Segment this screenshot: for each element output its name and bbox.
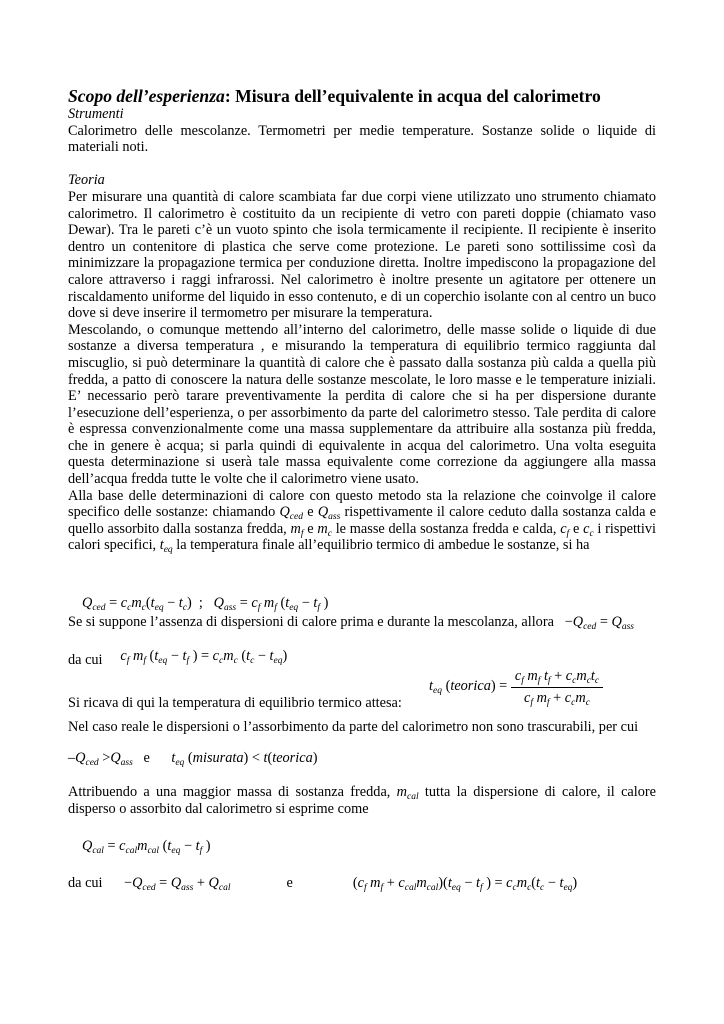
paragraph-attribuendo: Attribuendo a una maggior massa di sostanza fredda, $m_{cal}$ tutta la dispersione di calore, il calore disperso o assorbito dal calorimetro si esprime come bbox=[68, 784, 656, 817]
section-heading-teoria: Teoria bbox=[68, 172, 105, 189]
paragraph-teoria-1: Per misurare una quantità di calore scambiata far due corpi viene utilizzato uno strumento chiamato calorimetro. Il calorimetro è costituito da un recipiente di vetro con pareti doppie (chiamato vaso Dewar). Tra le pareti c’è un vuoto spinto che isola termicamente il recipiente. Il recipiente è inserito dentro un contenitore di plastica che serve come protezione. Le pareti sono sottilissime così da minimizzare la propagazione termica per conduzione diretta. Inoltre impediscono la propagazione del calore attraverso i raggi infrarossi. Nel calorimetro è inoltre presente un agitatore per ottenere un riscaldamento uniforme del liquido in esso contenuto, e di un coperchio isolante con al centro un buco dove si deve inserire il termometro per misurare la temperatura. bbox=[68, 188, 656, 322]
equation-q-cal: $Q_{cal} = c_{cal}m_{cal}$ ($t_{eq} - t_f$ ) bbox=[82, 838, 211, 856]
line-caso-reale: Nel caso reale le dispersioni o l’assorbimento da parte del calorimetro non sono trascurabili, per cui bbox=[68, 719, 639, 735]
line-disuguaglianze: $-Q_{ced} >Q_{ass}$ e $t_{eq}$ (misurata) < t(teorica) bbox=[68, 750, 318, 768]
equation-cfmf: $c_f$ $m_f$ ($t_{eq} - t_f$ ) = $c_cm_c$ $(t_c - t_{eq})$ bbox=[120, 648, 288, 666]
symbol-q-ced: $Q_{ced}$ bbox=[279, 504, 303, 523]
document-page bbox=[68, 86, 657, 893]
equation-minus-qced-eq-qass: $-Q_{ced} = Q_{ass}$ bbox=[564, 614, 634, 632]
symbol-q-ass: $Q_{ass}$ bbox=[317, 504, 341, 523]
paragraph-teoria-2: Mescolando, o comunque mettendo all’interno del calorimetro, delle masse solide o liquide di due sostanze a diversa temperatura , e misurando la temperatura di equilibrio termico raggiunta dal miscuglio, si può determinare la quantità di calore che è passato dalla sostanza più calda a quella più fredda, a patto di conoscere la natura delle sostanze mescolate, le loro masse e le temperature iniziali. E’ necessario però tarare preventivamente la perdita di calore che si ha per dispersione durante l’esecuzione dell’esperienza, o per assorbimento da parte del calorimetro stesso. Tale perdita di calore è espressa convenzionalmente come una massa supplementare da attribuire alla sostanza più fredda, che in genere è acqua; si parla quindi di equivalente in acqua del calorimetro. Una volta eseguita questa determinazione si userà tale massa equivalente come correzione da aggiungere alla massa dell’acqua fredda tutte le volte che il calorimetro viene usato. bbox=[68, 321, 656, 488]
line-da-cui-1: da cui $c_f$ $m_f$ ($t_{eq} - t_f$ ) = $c_cm_c$ $(t_c - t_{eq})$ bbox=[68, 648, 288, 668]
line-assenza: Se si suppone l’assenza di dispersioni di calore prima e durante la mescolanza, allora $-Q_{ced} = Q_{ass}$ bbox=[68, 614, 634, 632]
symbol-c-f: $c_f$ bbox=[560, 520, 570, 539]
equation-q-ced-q-ass: $Q_{ced} = c_cm_c(t_{eq} - t_c)$ ; $Q_{ass} = c_f$ $m_f$ ($t_{eq} - t_f$ ) bbox=[82, 595, 329, 613]
symbol-m-f: $m_f$ bbox=[290, 520, 304, 539]
paragraph-teoria-3: Alla base delle determinazioni di calore con questo metodo sta la relazione che coinvolge il calore specifico delle sostanze: chiamando $Q_{ced}$ e $Q_{ass}$ rispettivamente il calore ceduto dalla sostanza calda e quello assorbito dalla sostanza fredda, $m_f$ e $m_c$ le masse della sostanza fredda e calda, $c_f$ e $c_c$ i rispettivi calori specifici, $t_{eq}$ la temperatura finale all’equilibrio termico di ambedue le sostanze, si ha bbox=[68, 487, 657, 556]
equation-t-misurata: $t_{eq}$ (misurata) < t(teorica) bbox=[171, 750, 318, 768]
title-italic: Scopo dell’esperienza bbox=[68, 86, 225, 106]
paragraph-strumenti: Calorimetro delle mescolanze. Termometri per medie temperature. Sostanze solide o liquide di materiali noti. bbox=[68, 122, 656, 156]
line-da-cui-2: da cui $-Q_{ced} = Q_{ass} + Q_{cal}$ e ($c_f$ $m_f + c_{cal}m_{cal})(t_{eq} - t_f$ ) = $c_cm_c(t_c - t_{eq})$ bbox=[68, 875, 578, 893]
equation-qced-gt-qass: $-Q_{ced} >Q_{ass}$ bbox=[68, 750, 133, 768]
symbol-m-c: $m_c$ bbox=[317, 520, 332, 539]
equation-qced-sum: $-Q_{ced} = Q_{ass} + Q_{cal}$ bbox=[124, 875, 231, 893]
symbol-c-c: $c_c$ bbox=[583, 520, 594, 539]
equation-final: ($c_f$ $m_f + c_{cal}m_{cal})(t_{eq} - t_f$ ) = $c_cm_c(t_c - t_{eq})$ bbox=[352, 875, 578, 893]
section-heading-strumenti: Strumenti bbox=[68, 106, 124, 122]
line-ricava: Si ricava di qui la temperatura di equilibrio termico attesa: $t_{eq}$ (teorica) = $\frac{c_f m_f t_f + c_cm_ct_c}{c_f m_f + c_cm_c}$ bbox=[68, 668, 603, 706]
symbol-m-cal: $m_{cal}$ bbox=[396, 784, 419, 802]
equation-t-eq-teorica: $t_{eq}$ (teorica) = $\frac{c_f m_f t_f + c_cm_ct_c}{c_f m_f + c_cm_c}$ bbox=[429, 678, 603, 694]
title-rest: : Misura dell’equivalente in acqua del calorimetro bbox=[224, 86, 601, 106]
page-title bbox=[68, 86, 656, 106]
symbol-t-eq: $t_{eq}$ bbox=[159, 537, 173, 556]
